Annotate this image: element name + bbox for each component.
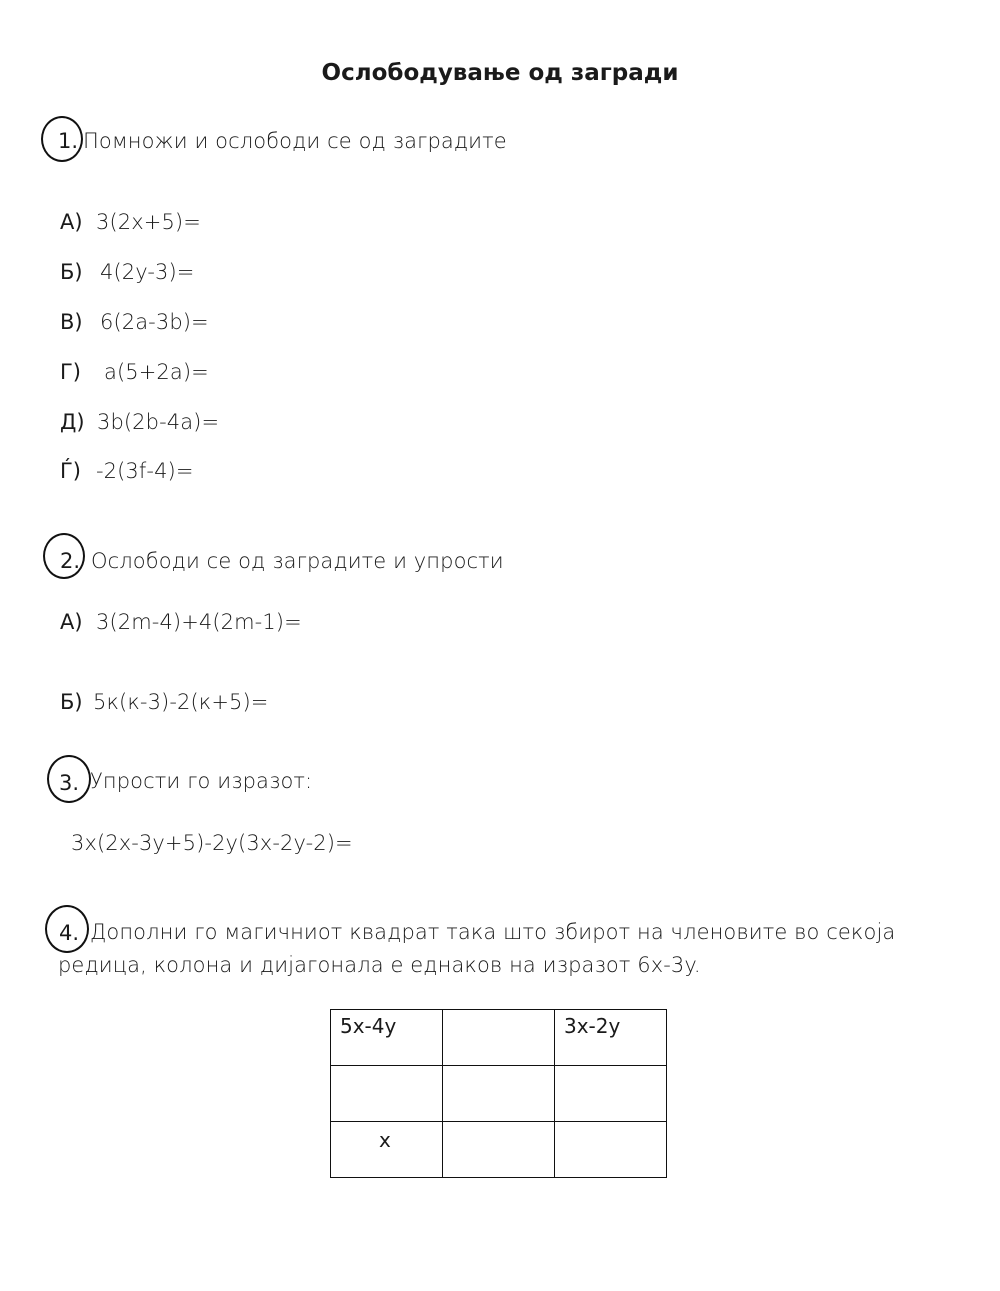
q1-item-a-letter: А) — [60, 210, 83, 234]
q1-item-g-letter: Г) — [60, 360, 81, 384]
q1-item-b-expr: 4(2y-3)= — [100, 260, 195, 284]
magic-cell-1-3-text: 3x-2y — [564, 1014, 621, 1038]
magic-cell-2-1 — [331, 1066, 443, 1122]
page-title: Ослободување од загради — [321, 60, 679, 86]
magic-square-row-3 — [331, 1122, 667, 1178]
magic-cell-3-2 — [443, 1122, 555, 1178]
magic-square-row-1 — [331, 1010, 667, 1066]
magic-cell-2-3-text — [555, 1066, 666, 1070]
magic-cell-1-2-text — [443, 1010, 554, 1014]
magic-cell-2-2 — [443, 1066, 555, 1122]
magic-square-table — [330, 1009, 667, 1178]
q3-number: 3. — [59, 771, 80, 795]
magic-cell-1-1 — [331, 1010, 443, 1066]
magic-cell-2-2-text — [443, 1066, 554, 1070]
q1-item-g-expr: a(5+2a)= — [104, 360, 209, 384]
magic-cell-3-1-text: x — [379, 1128, 391, 1152]
magic-cell-3-1 — [331, 1122, 443, 1178]
magic-square-row-2 — [331, 1066, 667, 1122]
q2-number: 2. — [60, 549, 81, 573]
magic-cell-2-1-text — [331, 1066, 442, 1070]
q2-item-a-expr: 3(2m-4)+4(2m-1)= — [96, 610, 302, 634]
q1-item-d-expr: 3b(2b-4a)= — [97, 410, 220, 434]
magic-cell-1-3 — [555, 1010, 667, 1066]
q4-instruction-line2: редица, колона и дијагонала е еднаков на изразот 6x-3y. — [58, 953, 701, 977]
q1-item-d-letter: Д) — [60, 410, 85, 434]
q1-number: 1. — [58, 129, 79, 153]
q1-item-v-letter: В) — [60, 310, 83, 334]
q1-item-gj-expr: -2(3f-4)= — [96, 459, 194, 483]
q4-instruction-line1: Дополни го магичниот квадрат така што збирот на членовите во секоја — [90, 920, 896, 944]
q1-item-v-expr: 6(2a-3b)= — [100, 310, 209, 334]
q2-instruction: Ослободи се од заградите и упрости — [91, 549, 504, 573]
q1-item-a-expr: 3(2x+5)= — [96, 210, 201, 234]
q2-item-a-letter: А) — [60, 610, 83, 634]
magic-cell-2-3 — [555, 1066, 667, 1122]
q3-instruction: Упрости го изразот: — [90, 769, 313, 793]
q1-item-gj-letter: Ѓ) — [60, 459, 81, 483]
q1-item-b-letter: Б) — [60, 260, 83, 284]
magic-cell-3-2-text — [443, 1122, 554, 1126]
q4-number: 4. — [59, 921, 80, 945]
magic-cell-3-3 — [555, 1122, 667, 1178]
q3-expression: 3x(2x-3y+5)-2y(3x-2y-2)= — [71, 831, 353, 855]
magic-cell-1-1-text: 5x-4y — [340, 1014, 397, 1038]
magic-cell-3-3-text — [555, 1122, 666, 1126]
q2-item-b-letter: Б) — [60, 690, 83, 714]
magic-cell-1-2 — [443, 1010, 555, 1066]
q1-instruction: Помножи и ослободи се од заградите — [83, 129, 507, 153]
q2-item-b-expr: 5к(к-3)-2(к+5)= — [93, 690, 269, 714]
